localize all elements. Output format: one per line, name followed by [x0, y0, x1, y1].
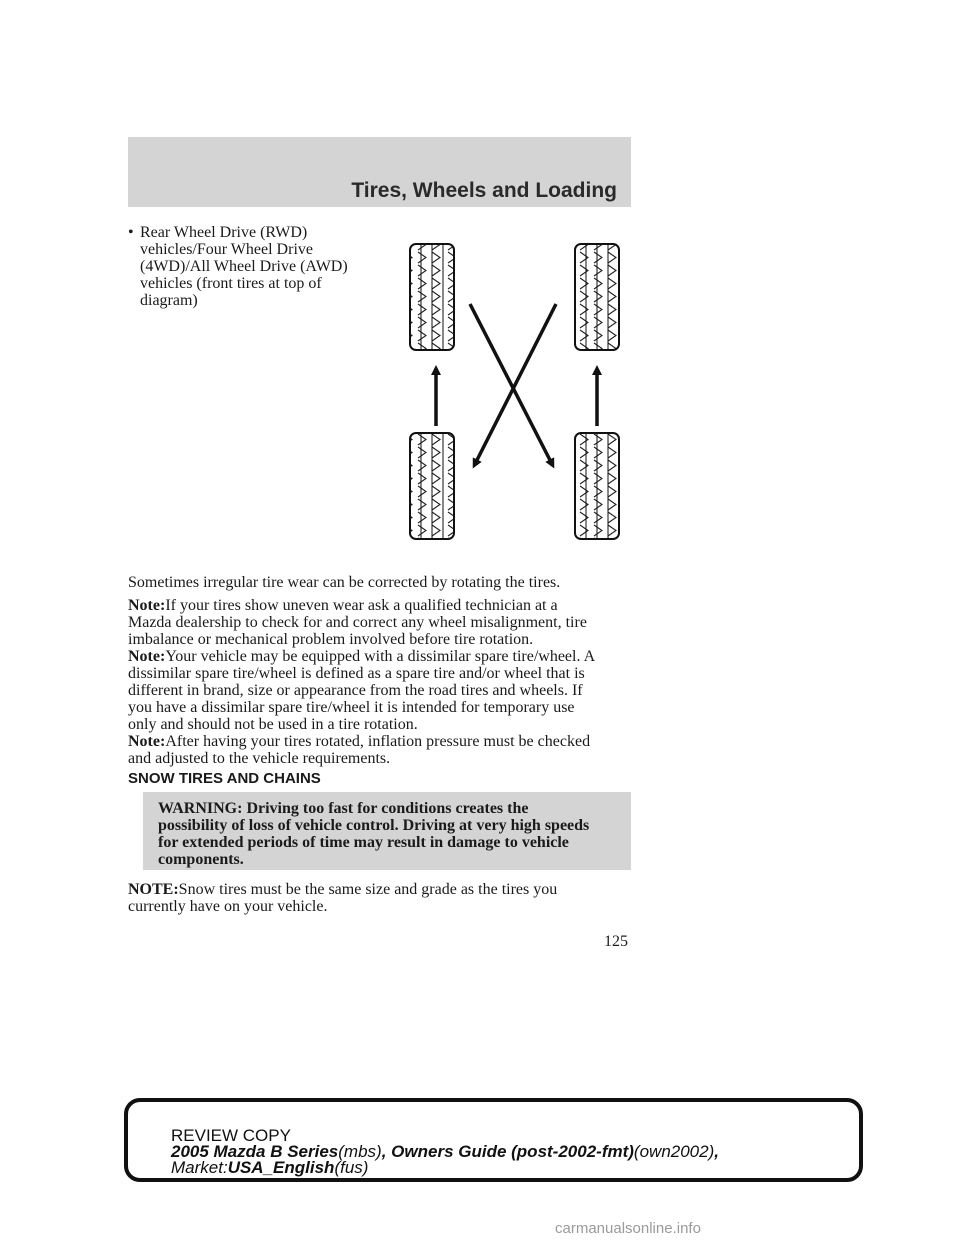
tire-rear-left-icon — [410, 433, 454, 539]
note-text: and adjusted to the vehicle requirements. — [128, 750, 391, 767]
bullet-icon: • — [128, 224, 134, 241]
tire-rear-right-icon — [575, 433, 619, 539]
arrow-cross-right-icon — [470, 304, 552, 464]
note-text: currently have on your vehicle. — [128, 898, 328, 915]
warning-line: WARNING: Driving too fast for conditions creates the — [158, 800, 529, 817]
chapter-header — [128, 137, 631, 207]
bullet-line: diagram) — [140, 292, 198, 309]
note-text: Mazda dealership to check for and correct any wheel misalignment, tire — [128, 614, 587, 631]
note-text: Your vehicle may be equipped with a dissimilar spare tire/wheel. A — [165, 648, 596, 665]
warning-text — [158, 800, 633, 868]
note-label: Note: — [128, 648, 166, 665]
arrow-cross-left-icon — [475, 304, 556, 464]
note-text: you have a dissimilar spare tire/wheel it is intended for temporary use — [128, 699, 575, 716]
footer-text — [171, 1128, 719, 1176]
bullet-line: vehicles (front tires at top of — [140, 275, 322, 292]
watermark: carmanualsonline.info — [555, 1220, 701, 1237]
footer-line-model: 2005 Mazda B Series(mbs), Owners Guide (post-2002-fmt)(own2002), — [171, 1142, 719, 1161]
tire-front-left-icon — [410, 244, 454, 350]
note-label: Note: — [128, 733, 166, 750]
tire-rotation-diagram — [400, 238, 640, 548]
tire-front-right-icon — [575, 244, 619, 350]
section-heading: SNOW TIRES AND CHAINS — [128, 770, 321, 787]
bullet-text — [140, 224, 348, 309]
bullet-line: Rear Wheel Drive (RWD) — [140, 224, 308, 241]
review-footer — [124, 1098, 863, 1182]
chapter-title: Tires, Wheels and Loading — [351, 179, 617, 202]
intro-paragraph: Sometimes irregular tire wear can be corrected by rotating the tires. — [128, 574, 561, 591]
note-text: dissimilar spare tire/wheel is defined as a spare tire and/or wheel that is — [128, 665, 585, 682]
note-text: After having your tires rotated, inflation pressure must be checked — [165, 733, 591, 750]
note-paragraph — [128, 733, 638, 767]
bullet-item — [128, 224, 373, 309]
note-paragraph — [128, 648, 638, 733]
warning-line: possibility of loss of vehicle control. Driving at very high speeds — [158, 817, 590, 834]
warning-line: components. — [158, 851, 244, 868]
footer-line-market: Market:USA_English(fus) — [171, 1158, 369, 1177]
note-text: If your tires show uneven wear ask a qualified technician at a — [165, 597, 558, 614]
bullet-line: vehicles/Four Wheel Drive — [140, 241, 313, 258]
warning-box — [143, 792, 631, 870]
note-text: different in brand, size or appearance from the road tires and wheels. If — [128, 682, 583, 699]
footer-line-review: REVIEW COPY — [171, 1126, 291, 1145]
note-label: NOTE: — [128, 881, 179, 898]
note-paragraph — [128, 881, 638, 915]
note-paragraph — [128, 597, 638, 648]
note-text: imbalance or mechanical problem involved before tire rotation. — [128, 631, 534, 648]
note-text: only and should not be used in a tire rotation. — [128, 716, 418, 733]
note-text: Snow tires must be the same size and grade as the tires you — [178, 881, 558, 898]
note-label: Note: — [128, 597, 166, 614]
bullet-line: (4WD)/All Wheel Drive (AWD) — [140, 258, 348, 275]
warning-line: for extended periods of time may result in damage to vehicle — [158, 834, 569, 851]
page-number: 125 — [604, 933, 628, 950]
